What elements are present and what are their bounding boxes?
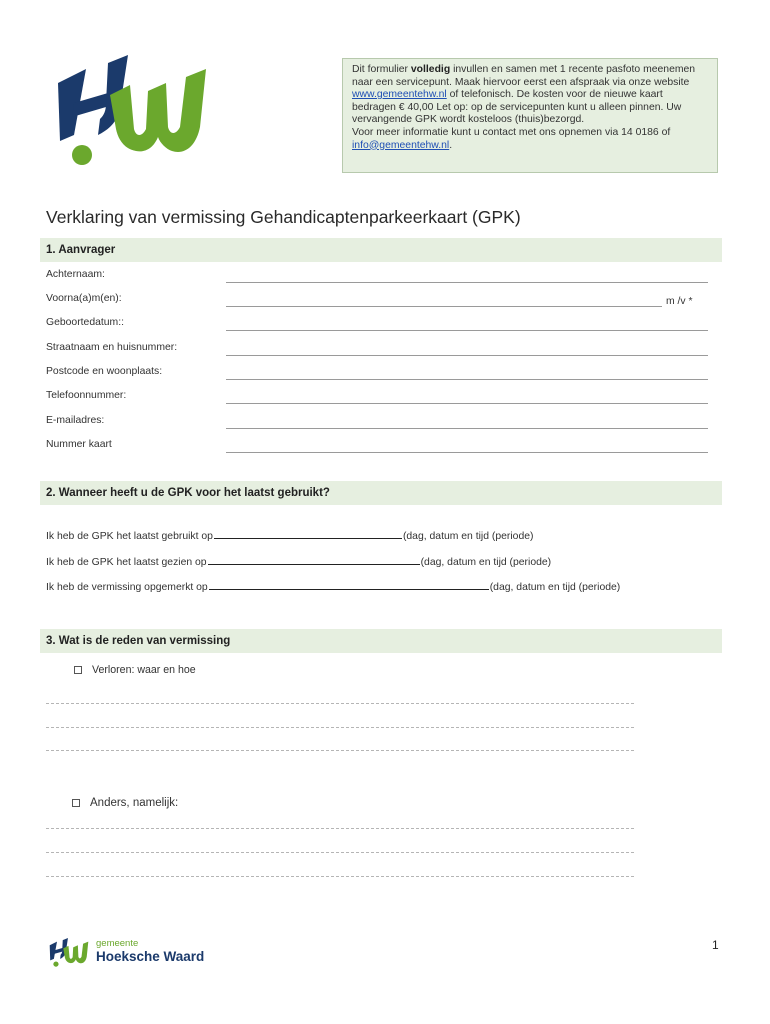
row-laatst-gezien <box>46 557 551 568</box>
field-vermissing-opgemerkt[interactable] <box>209 588 489 590</box>
field-nummer-kaart[interactable] <box>226 452 708 453</box>
label-straatnaam: Straatnaam en huisnummer: <box>46 342 178 353</box>
option-anders[interactable] <box>72 797 178 809</box>
footer-brand-gemeente: gemeente <box>96 938 139 949</box>
info-box <box>342 58 718 173</box>
info-text-5: . <box>449 139 453 151</box>
field-laatst-gezien[interactable] <box>208 563 420 565</box>
row-vermissing-prefix: Ik heb de vermissing opgemerkt op <box>46 582 208 593</box>
page-number: 1 <box>712 938 719 952</box>
field-achternaam[interactable] <box>226 282 708 283</box>
section-2-heading: 2. Wanneer heeft u de GPK voor het laatst gebruikt? <box>40 481 722 505</box>
row-vermissing-suffix: (dag, datum en tijd (periode) <box>489 582 621 593</box>
info-text-2: invullen en samen met 1 recente pasfoto meenemen naar een servicepunt. Maak hiervoor eerst een afspraak via onze website <box>352 64 696 88</box>
field-straatnaam[interactable] <box>226 355 708 356</box>
email-link[interactable]: info@gemeentehw.nl <box>352 139 450 151</box>
row-laatst-gezien-prefix: Ik heb de GPK het laatst gezien op <box>46 557 207 568</box>
row-laatst-gebruikt-suffix: (dag, datum en tijd (periode) <box>402 531 534 542</box>
info-text-1: Dit formulier <box>352 64 409 75</box>
option-verloren-label: Verloren: waar en hoe <box>92 664 196 676</box>
row-laatst-gebruikt <box>46 531 533 542</box>
field-postcode[interactable] <box>226 379 708 380</box>
label-nummer-kaart: Nummer kaart <box>46 439 112 450</box>
website-link[interactable]: www.gemeentehw.nl <box>352 89 447 101</box>
checkbox-verloren[interactable] <box>74 666 82 674</box>
field-voornamen[interactable] <box>226 306 662 307</box>
footer-brand-name: Hoeksche Waard <box>96 948 205 964</box>
label-geboortedatum: Geboortedatum:: <box>46 317 124 328</box>
row-vermissing-opgemerkt <box>46 582 620 593</box>
field-verloren-line-1[interactable] <box>46 703 634 704</box>
field-email[interactable] <box>226 428 708 429</box>
footer-brand <box>96 939 204 963</box>
gender-suffix: m /v * <box>666 296 693 307</box>
checkbox-anders[interactable] <box>72 799 80 807</box>
field-anders-line-2[interactable] <box>46 852 634 853</box>
field-telefoon[interactable] <box>226 403 708 404</box>
field-anders-line-1[interactable] <box>46 828 634 829</box>
field-verloren-line-3[interactable] <box>46 750 634 751</box>
field-laatst-gebruikt[interactable] <box>214 537 402 539</box>
section-1-heading: 1. Aanvrager <box>40 238 722 262</box>
field-anders-line-3[interactable] <box>46 876 634 877</box>
row-laatst-gebruikt-prefix: Ik heb de GPK het laatst gebruikt op <box>46 531 213 542</box>
label-postcode: Postcode en woonplaats: <box>46 366 163 377</box>
field-verloren-line-2[interactable] <box>46 727 634 728</box>
info-bold: volledig <box>410 64 451 75</box>
option-verloren[interactable] <box>74 664 196 676</box>
page-title: Verklaring van vermissing Gehandicaptenparkeerkaart (GPK) <box>46 207 521 227</box>
option-anders-label: Anders, namelijk: <box>90 797 179 809</box>
label-voornamen: Voorna(a)m(en): <box>46 293 122 304</box>
info-text-4: Voor meer informatie kunt u contact met ons opnemen via 14 0186 of <box>352 126 671 138</box>
label-email: E-mailadres: <box>46 415 105 426</box>
label-telefoon: Telefoonnummer: <box>46 390 127 401</box>
row-laatst-gezien-suffix: (dag, datum en tijd (periode) <box>420 557 552 568</box>
section-3-heading: 3. Wat is de reden van vermissing <box>40 629 722 653</box>
label-achternaam: Achternaam: <box>46 269 105 280</box>
info-text-3: of telefonisch. De kosten voor de nieuwe kaart bedragen € 40,00 Let op: op de servicepunten kunt u alleen pinnen. Uw vervangende GPK wordt kosteloos (thuis)bezorgd. <box>352 89 682 126</box>
hw-logo <box>48 55 216 170</box>
hw-logo-small <box>46 938 92 968</box>
field-geboortedatum[interactable] <box>226 330 708 331</box>
